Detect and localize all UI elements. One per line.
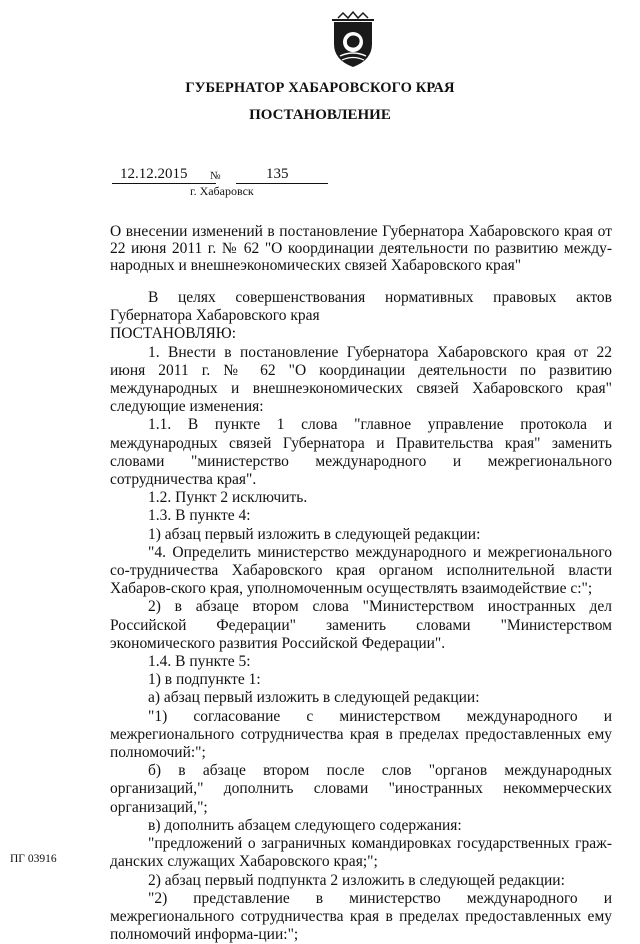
paragraph: а) абзац первый изложить в следующей редакции: — [148, 689, 480, 707]
paragraph: 1) в подпункте 1: — [148, 671, 261, 689]
document-title: О внесении изменений в постановление Губернатора Хабаровского края от 22 июня 2011 г. № 62 "О координации деятельности по развитию между-народных и внешнеэкономических связей Хабаровского края" — [110, 223, 612, 274]
document-body — [110, 289, 612, 944]
paragraph: 2) абзац первый подпункта 2 изложить в следующей редакции: — [148, 871, 565, 889]
city-label: г. Хабаровск — [190, 184, 254, 198]
paragraph: "1) согласование с министерством международного и межрегионального сотрудничества края в пределах предоставленных ему полномочий:"; — [110, 707, 612, 762]
issuing-authority: ГУБЕРНАТОР ХАБАРОВСКОГО КРАЯ — [185, 80, 455, 96]
document-number: 135 — [236, 166, 328, 184]
paragraph-resolve: ПОСТАНОВЛЯЮ: — [110, 325, 237, 343]
coat-of-arms-emblem — [328, 10, 378, 70]
paragraph: б) в абзаце втором после слов "органов международных организаций," дополнить словами "иностранных некоммерческих организаций,"; — [110, 762, 612, 816]
paragraph: 2) в абзаце втором слова "Министерством иностранных дел Российской Федерации" заменить словами "Министерством экономического развития Российской Федерации". — [110, 598, 612, 652]
paragraph: в) дополнить абзацем следующего содержания: — [148, 816, 462, 834]
paragraph: 1.4. В пункте 5: — [148, 653, 251, 671]
number-sign: № — [210, 170, 221, 182]
paragraph: "4. Определить министерство международного и межрегионального со-трудничества Хабаровского края органом исполнительной власти Хабаров-ского края, уполномоченным осуществлять взаимодействие с:"; — [110, 543, 612, 598]
paragraph: 1.1. В пункте 1 слова "главное управление протокола и международных связей Губернатора и Правительства края" заменить словами "министерство международного и межрегионального сотрудничества края". — [110, 416, 612, 489]
paragraph: "предложений о заграничных командировках государственных граж-данских служащих Хабаровского края;"; — [110, 835, 612, 871]
paragraph: 1) абзац первый изложить в следующей редакции: — [148, 525, 481, 543]
form-code: ПГ 03916 — [10, 853, 57, 865]
paragraph: 1.2. Пункт 2 исключить. — [148, 489, 308, 507]
paragraph: 1. Внести в постановление Губернатора Хабаровского края от 22 июня 2011 г. № 62 "О координации деятельности по развитию международных и внешнеэкономических связей Хабаровского края" следующие изменения: — [110, 343, 612, 416]
document-date: 12.12.2015 — [112, 166, 216, 184]
paragraph-preamble: В целях совершенствования нормативных правовых актов Губернатора Хабаровского края — [110, 289, 612, 325]
document-type: ПОСТАНОВЛЕНИЕ — [249, 107, 391, 123]
paragraph: "2) представление в министерство международного и межрегионального сотрудничества края в пределах предоставленных ему полномочий информа-ции:"; — [110, 889, 612, 944]
paragraph: 1.3. В пункте 4: — [148, 507, 251, 525]
